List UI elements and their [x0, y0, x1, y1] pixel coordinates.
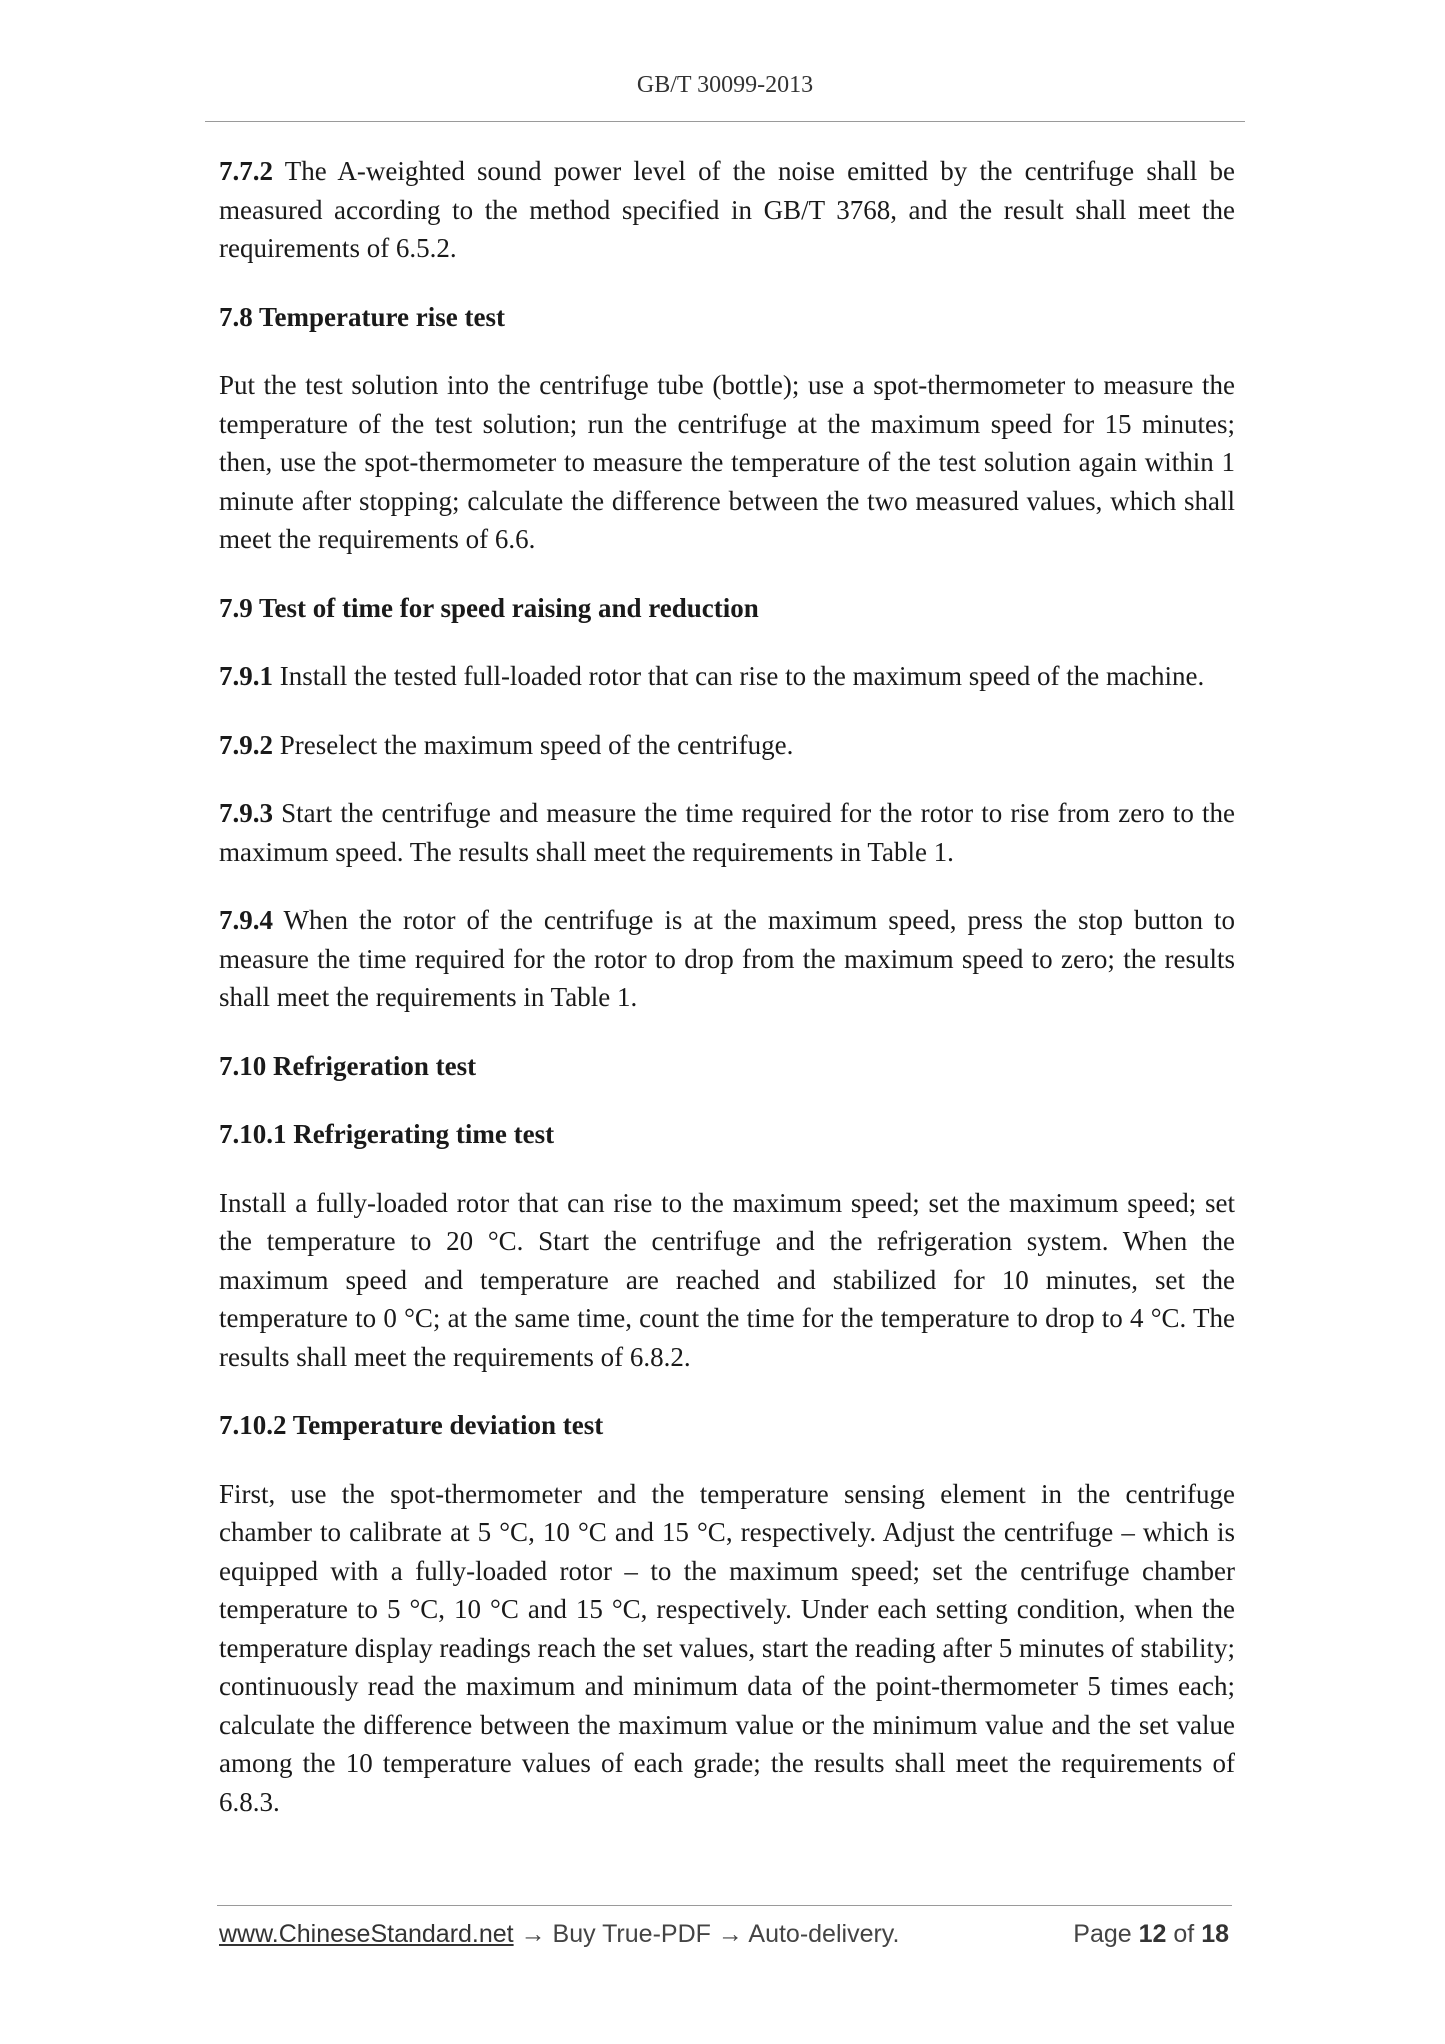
clause-number: 7.9.3 — [219, 798, 273, 828]
clause-number: 7.7.2 — [219, 156, 273, 186]
website-link[interactable]: www.ChineseStandard.net — [219, 1920, 514, 1948]
heading-7-10-2: 7.10.2 Temperature deviation test — [219, 1410, 604, 1440]
clause-7-7-2 — [219, 152, 1235, 268]
page-indicator — [1073, 1920, 1229, 1949]
clause-number: 7.9.1 — [219, 661, 273, 691]
page-total: 18 — [1201, 1920, 1229, 1948]
paragraph-7-10-2: First, use the spot-thermometer and the temperature sensing element in the centrifuge chamber to calibrate at 5 °C, 10 °C and 15 °C, respectively. Adjust the centrifuge – which is equipped with a fully-loaded rotor – to the maximum speed; set the centrifuge chamber temperature to 5 °C, 10 °C and 15 °C, respectively. Under each setting condition, when the temperature display readings reach the set values, start the reading after 5 minutes of stability; continuously read the maximum and minimum data of the point-thermometer 5 times each; calculate the difference between the maximum value or the minimum value and the set value among the 10 temperature values of each grade; the results shall meet the requirements of 6.8.3. — [219, 1478, 1235, 1817]
clause-text: Start the centrifuge and measure the time required for the rotor to rise from zero to the maximum speed. The results shall meet the requirements in Table 1. — [219, 798, 1235, 867]
footer-tagline: → Buy True-PDF → Auto-delivery. — [513, 1920, 900, 1948]
page-label: Page — [1073, 1920, 1132, 1948]
of-label: of — [1173, 1920, 1195, 1948]
clause-text: When the rotor of the centrifuge is at the maximum speed, press the stop button to measure the time required for the rotor to drop from the maximum speed to zero; the results shall meet the requirements in Table 1. — [219, 905, 1235, 1012]
clause-7-9-2 — [219, 726, 1235, 765]
clause-text: Preselect the maximum speed of the centrifuge. — [273, 729, 794, 760]
clause-text: The A-weighted sound power level of the noise emitted by the centrifuge shall be measured according to the method specified in GB/T 3768, and the result shall meet the requirements of 6.5.2. — [219, 156, 1235, 263]
page-number: 12 — [1138, 1920, 1167, 1948]
heading-7-9: 7.9 Test of time for speed raising and reduction — [219, 592, 759, 623]
heading-7-10-1: 7.10.1 Refrigerating time test — [219, 1119, 555, 1149]
clause-7-9-1 — [219, 657, 1235, 696]
heading-7-10: 7.10 Refrigeration test — [219, 1050, 477, 1081]
header-divider — [205, 121, 1245, 122]
paragraph-7-8: Put the test solution into the centrifuge tube (bottle); use a spot-thermometer to measure the temperature of the test solution; run the centrifuge at the maximum speed for 15 minutes; then, use the spot-thermometer to measure the temperature of the test solution again within 1 minute after stopping; calculate the difference between the two measured values, which shall meet the requirements of 6.6. — [219, 370, 1235, 554]
document-body — [219, 152, 1235, 1821]
clause-number: 7.9.4 — [219, 905, 273, 935]
heading-7-8: 7.8 Temperature rise test — [219, 301, 505, 332]
clause-7-9-4 — [219, 901, 1235, 1017]
clause-text: Install the tested full-loaded rotor that can rise to the maximum speed of the machine. — [273, 661, 1205, 691]
document-code-header: GB/T 30099-2013 — [636, 72, 814, 98]
paragraph-7-10-1: Install a fully-loaded rotor that can rise to the maximum speed; set the maximum speed; set the temperature to 20 °C. Start the centrifuge and the refrigeration system. When the maximum speed and temperature are reached and stabilized for 10 minutes, set the temperature to 0 °C; at the same time, count the time for the temperature to drop to 4 °C. The results shall meet the requirements of 6.8.2. — [219, 1187, 1235, 1372]
clause-7-9-3 — [219, 794, 1235, 871]
footer-divider — [217, 1905, 1232, 1906]
page-footer — [219, 1920, 1229, 1949]
clause-number: 7.9.2 — [219, 729, 273, 760]
